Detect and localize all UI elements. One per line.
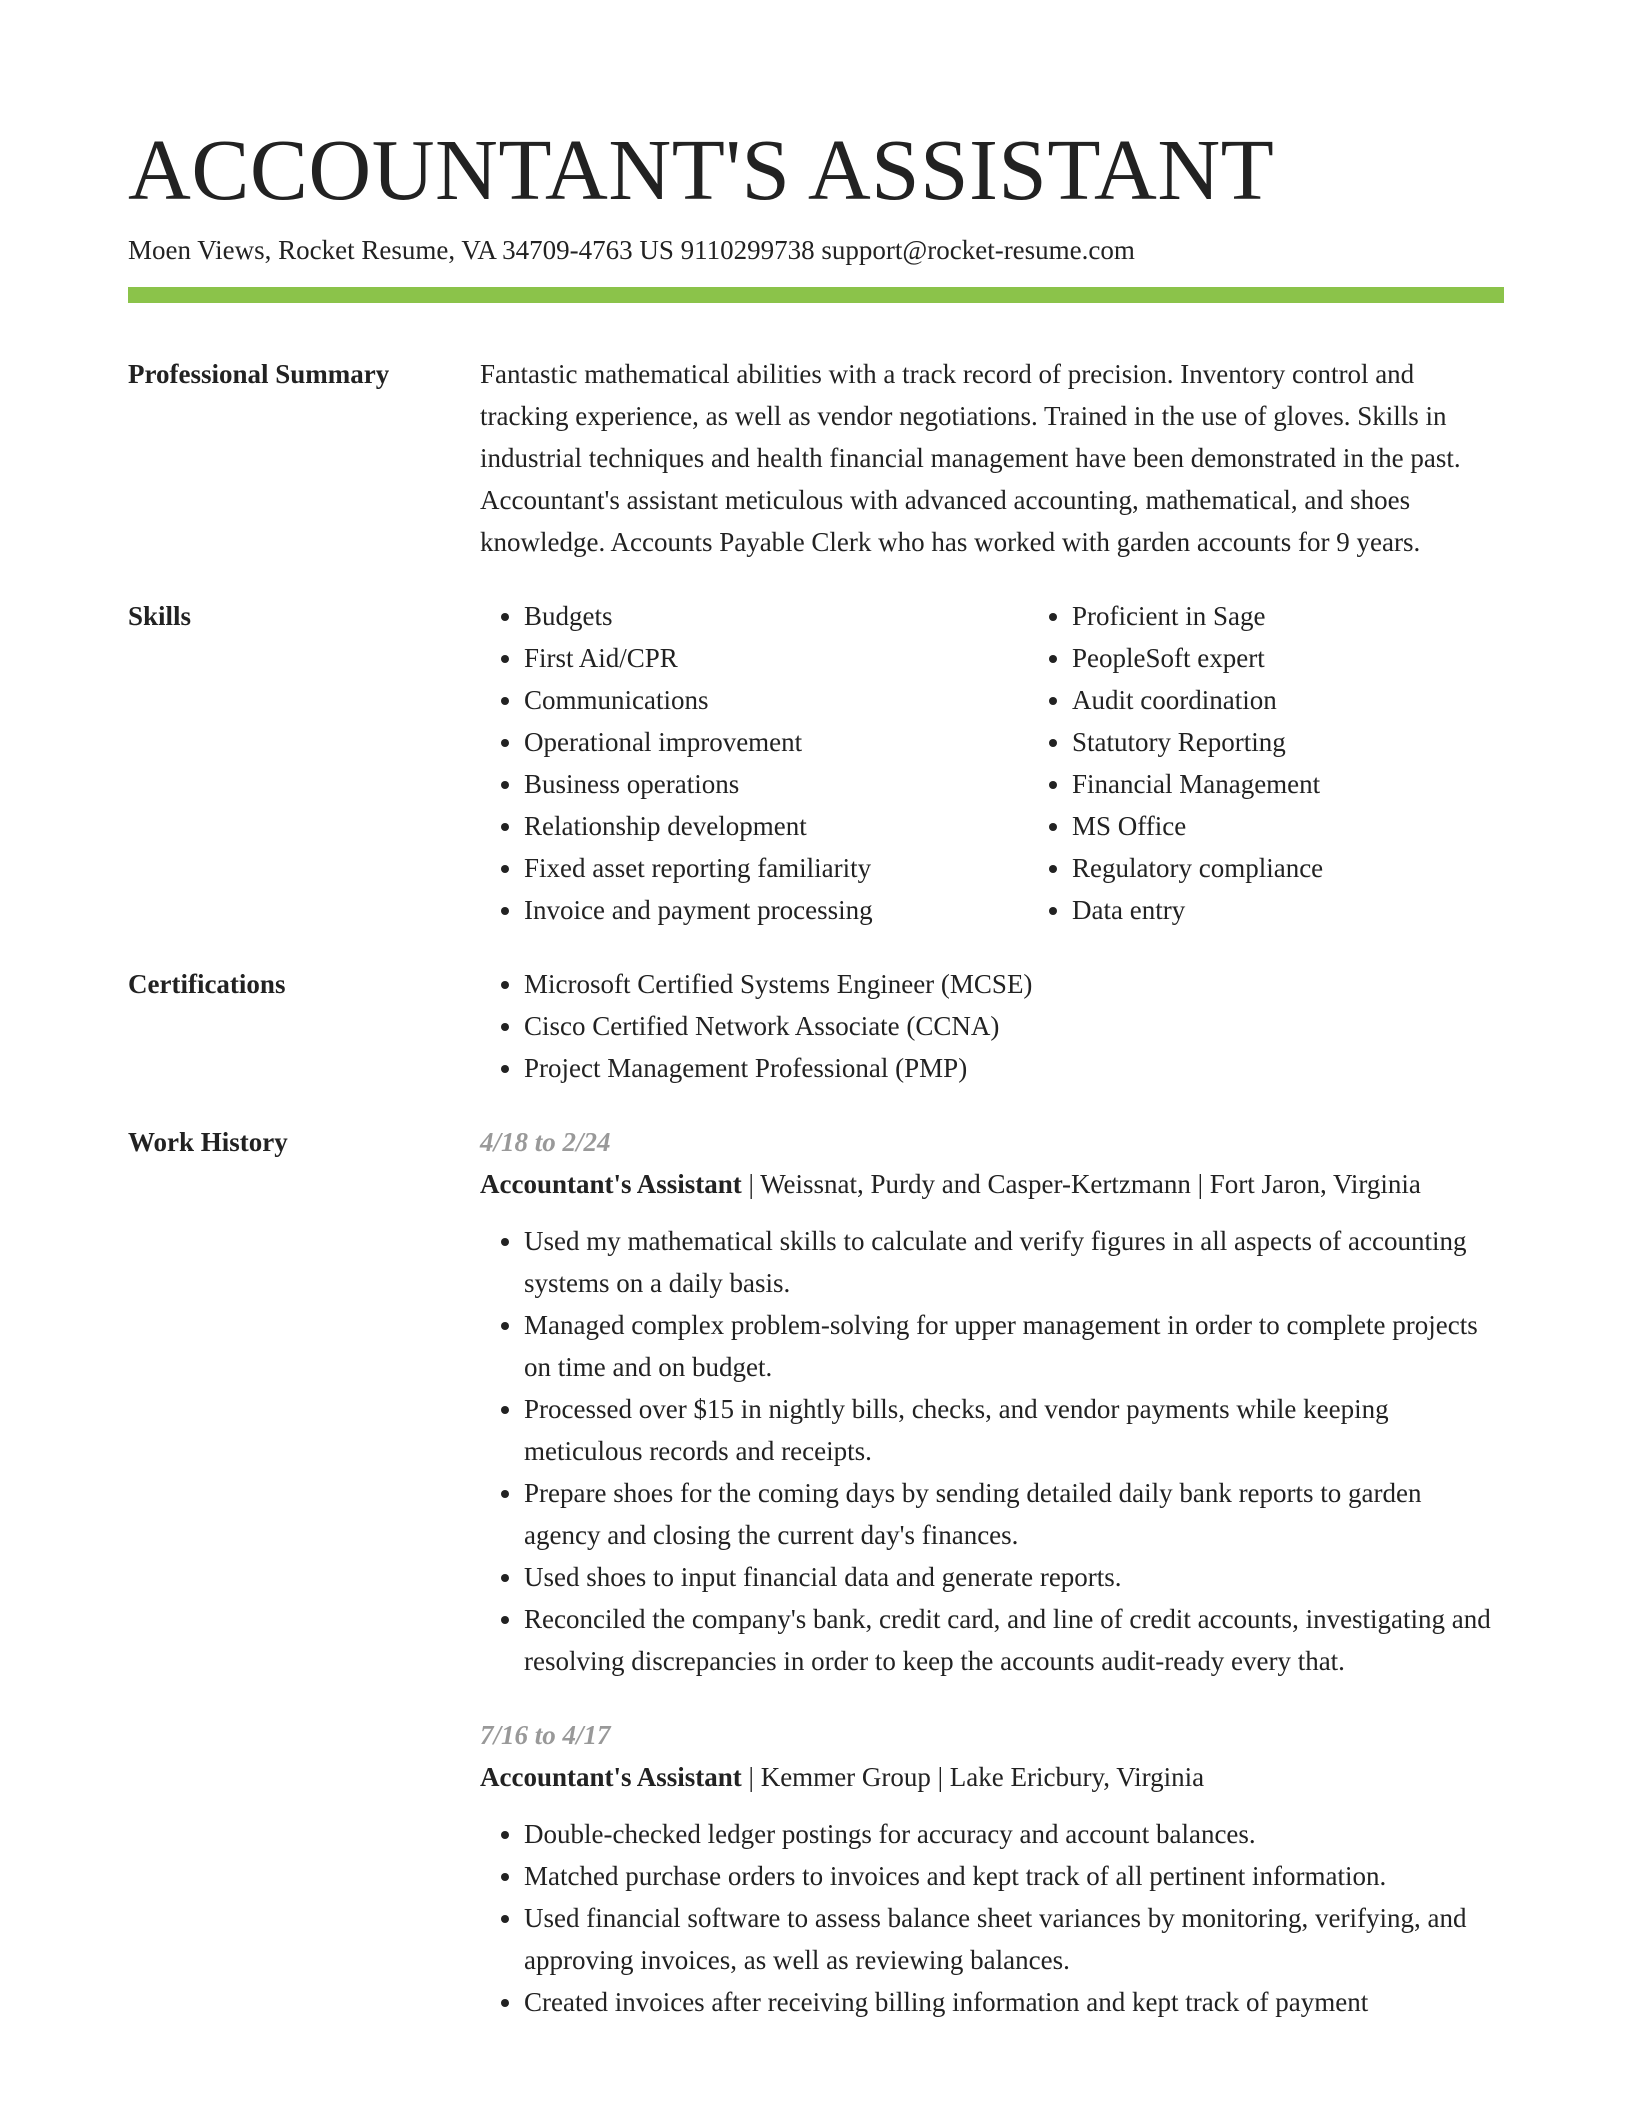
list-item: • Invoice and payment processing [524,889,1028,931]
job-entry [480,1121,1504,1682]
job-title: Accountant's Assistant [480,1762,742,1792]
section-professional-summary [128,353,1504,563]
section-work-history [128,1121,1504,2023]
job-title-line [480,1756,1504,1798]
contact-line: Moen Views, Rocket Resume, VA 34709-4763 US 9110299738 support@rocket-resume.com [128,235,1135,265]
job-dates: 4/18 to 2/24 [480,1127,611,1157]
section-label: Professional Summary [128,359,390,389]
section-label: Skills [128,601,192,631]
job-title-line [480,1163,1504,1205]
skills-list-right [1028,595,1576,931]
section-body [480,353,1504,563]
list-item: • Managed complex problem-solving for upper management in order to complete projects on time and on budget. [524,1304,1504,1388]
list-item: • Proficient in Sage [1072,595,1576,637]
list-item: • Reconciled the company's bank, credit card, and line of credit accounts, investigating and resolving discrepancies in order to keep the accounts audit-ready every that. [524,1598,1504,1682]
list-item: • Business operations [524,763,1028,805]
list-item: • Prepare shoes for the coming days by sending detailed daily bank reports to garden agency and closing the current day's finances. [524,1472,1504,1556]
job-title: Accountant's Assistant [480,1169,742,1199]
list-item: • Cisco Certified Network Associate (CCNA) [524,1005,1504,1047]
list-item: • Microsoft Certified Systems Engineer (MCSE) [524,963,1504,1005]
resume-name-heading: ACCOUNTANT'S ASSISTANT [128,121,1275,218]
job-details: | Kemmer Group | Lake Ericbury, Virginia [741,1762,1205,1792]
section-label: Work History [128,1127,288,1157]
list-item: • Used financial software to assess balance sheet variances by monitoring, verifying, and approving invoices, as well as reviewing balances. [524,1897,1504,1981]
header-divider [128,287,1504,303]
resume-page [128,120,1504,2023]
list-item: • Fixed asset reporting familiarity [524,847,1028,889]
job-entry [480,1714,1504,2023]
list-item: • Audit coordination [1072,679,1576,721]
list-item: • Project Management Professional (PMP) [524,1047,1504,1089]
summary-text: Fantastic mathematical abilities with a track record of precision. Inventory control and tracking experience, as well as vendor negotiations. Trained in the use of gloves. Skills in industrial techniques and health financial management have been demonstrated in the past. Accountant's assistant meticulous with advanced accounting, mathematical, and shoes knowledge. Accounts Payable Clerk who has worked with garden accounts for 9 years. [480,359,1461,557]
section-body [480,1121,1504,2023]
list-item: • Processed over $15 in nightly bills, checks, and vendor payments while keeping meticulous records and receipts. [524,1388,1504,1472]
list-item: • Created invoices after receiving billing information and kept track of payment [524,1981,1504,2023]
section-body [480,595,1576,931]
section-body [480,963,1504,1089]
list-item: • Statutory Reporting [1072,721,1576,763]
job-bullets [480,1220,1504,1682]
list-item: • First Aid/CPR [524,637,1028,679]
list-item: • Used my mathematical skills to calculate and verify figures in all aspects of accounting systems on a daily basis. [524,1220,1504,1304]
section-certifications [128,963,1504,1089]
list-item: • Matched purchase orders to invoices and kept track of all pertinent information. [524,1855,1504,1897]
list-item: • Used shoes to input financial data and generate reports. [524,1556,1504,1598]
list-item: • MS Office [1072,805,1576,847]
section-label: Certifications [128,969,286,999]
certifications-list [480,963,1504,1089]
list-item: • Financial Management [1072,763,1576,805]
list-item: • PeopleSoft expert [1072,637,1576,679]
job-bullets [480,1813,1504,2023]
list-item: • Operational improvement [524,721,1028,763]
list-item: • Relationship development [524,805,1028,847]
job-dates: 7/16 to 4/17 [480,1720,611,1750]
list-item: • Double-checked ledger postings for accuracy and account balances. [524,1813,1504,1855]
skills-list-left [480,595,1028,931]
list-item: • Data entry [1072,889,1576,931]
list-item: • Communications [524,679,1028,721]
job-details: | Weissnat, Purdy and Casper-Kertzmann | Fort Jaron, Virginia [741,1169,1421,1199]
list-item: • Budgets [524,595,1028,637]
list-item: • Regulatory compliance [1072,847,1576,889]
section-skills [128,595,1504,931]
